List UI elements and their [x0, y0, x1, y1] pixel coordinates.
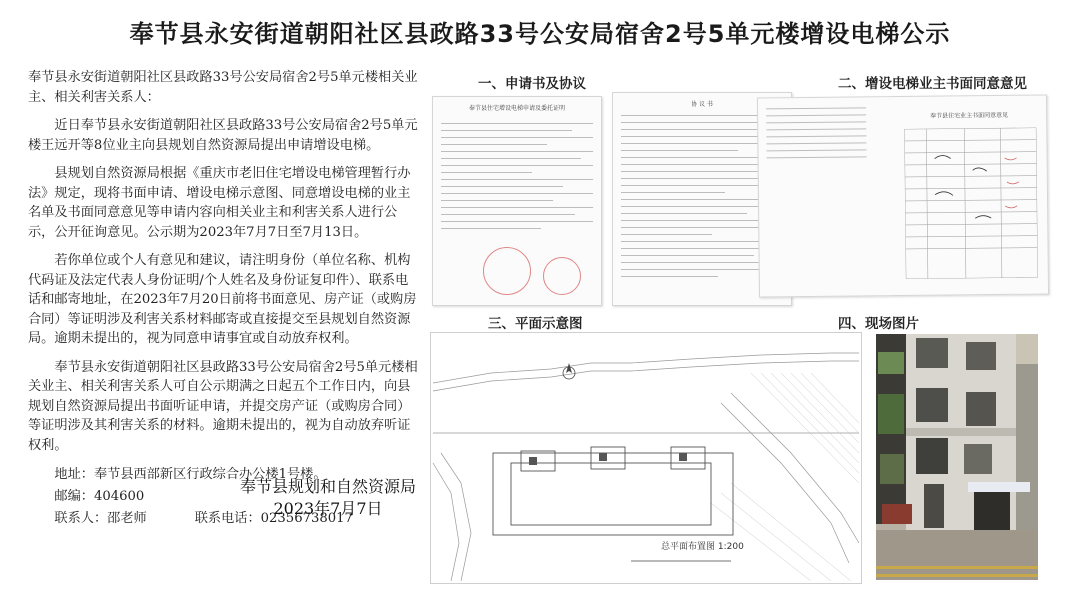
- section-title-photo: 四、现场图片: [838, 316, 919, 332]
- site-photo: [876, 334, 1038, 580]
- postcode: 邮编：404600: [54, 489, 145, 504]
- application-form-thumbnail: [432, 96, 602, 306]
- notice-body: [28, 68, 418, 530]
- contact-person: 联系人：邵老师: [54, 511, 147, 526]
- plan-caption: 总平面布置图 1:200: [661, 542, 744, 552]
- section-title-application: 一、申请书及协议: [478, 76, 586, 92]
- contact-phone: 联系电话：02356738017: [194, 511, 353, 526]
- paragraph-2: 县规划自然资源局根据《重庆市老旧住宅增设电梯管理暂行办法》规定，现将书面申请、增设电梯示意图、同意增设电梯的业主名单及书面同意意见等申请内容向相关业主和利害关系人进行公示，公开征询意见。公示期为2023年7月7日至7月13日。: [28, 166, 411, 240]
- site-plan-drawing: [430, 332, 862, 584]
- paragraph-1: 近日奉节县永安街道朝阳社区县政路33号公安局宿舍2号5单元楼王远开等8位业主向县规划自然资源局提出申请增设电梯。: [28, 118, 418, 153]
- consent-form-heading: 奉节县住宅业主书面同意意见: [930, 111, 1009, 120]
- issuer: 奉节县规划和自然资源局: [239, 477, 416, 496]
- section-title-consent: 二、增设电梯业主书面同意意见: [838, 76, 1027, 92]
- agreement-heading: 协 议 书: [691, 101, 713, 108]
- section-title-plan: 三、平面示意图: [488, 316, 583, 332]
- signature-block: [238, 476, 418, 520]
- paragraph-4: 奉节县永安街道朝阳社区县政路33号公安局宿舍2号5单元楼相关业主、相关利害关系人可自公示期满之日起五个工作日内，向县规划自然资源局提出书面听证申请，并提交房产证（或购房合同）等证明涉及其利害关系的材料。逾期未提出的，视为自动放弃听证权利。: [28, 359, 418, 453]
- application-form-heading: 奉节县住宅增设电梯申请及委托证明: [468, 105, 565, 112]
- issue-date: 2023年7月7日: [273, 499, 383, 518]
- page-title: 奉节县永安街道朝阳社区县政路33号公安局宿舍2号5单元楼增设电梯公示: [129, 20, 951, 48]
- salutation: 奉节县永安街道朝阳社区县政路33号公安局宿舍2号5单元楼相关业主、相关利害关系人：: [28, 70, 418, 105]
- address: 地址：奉节县西部新区行政综合办公楼1号楼。: [54, 467, 327, 482]
- paragraph-3: 若你单位或个人有意见和建议，请注明身份（单位名称、机构代码证及法定代表人身份证明/个人姓名及身份证复印件）、联系电话和邮寄地址，在2023年7月20日前将书面意见、房产证（或购房合同）等证明涉及利害关系材料邮寄或直接提交至县规划自然资源局。逾期未提出的，视为同意申请事宜或自动放弃权利。: [28, 253, 417, 346]
- consent-form-thumbnail: [757, 94, 1049, 297]
